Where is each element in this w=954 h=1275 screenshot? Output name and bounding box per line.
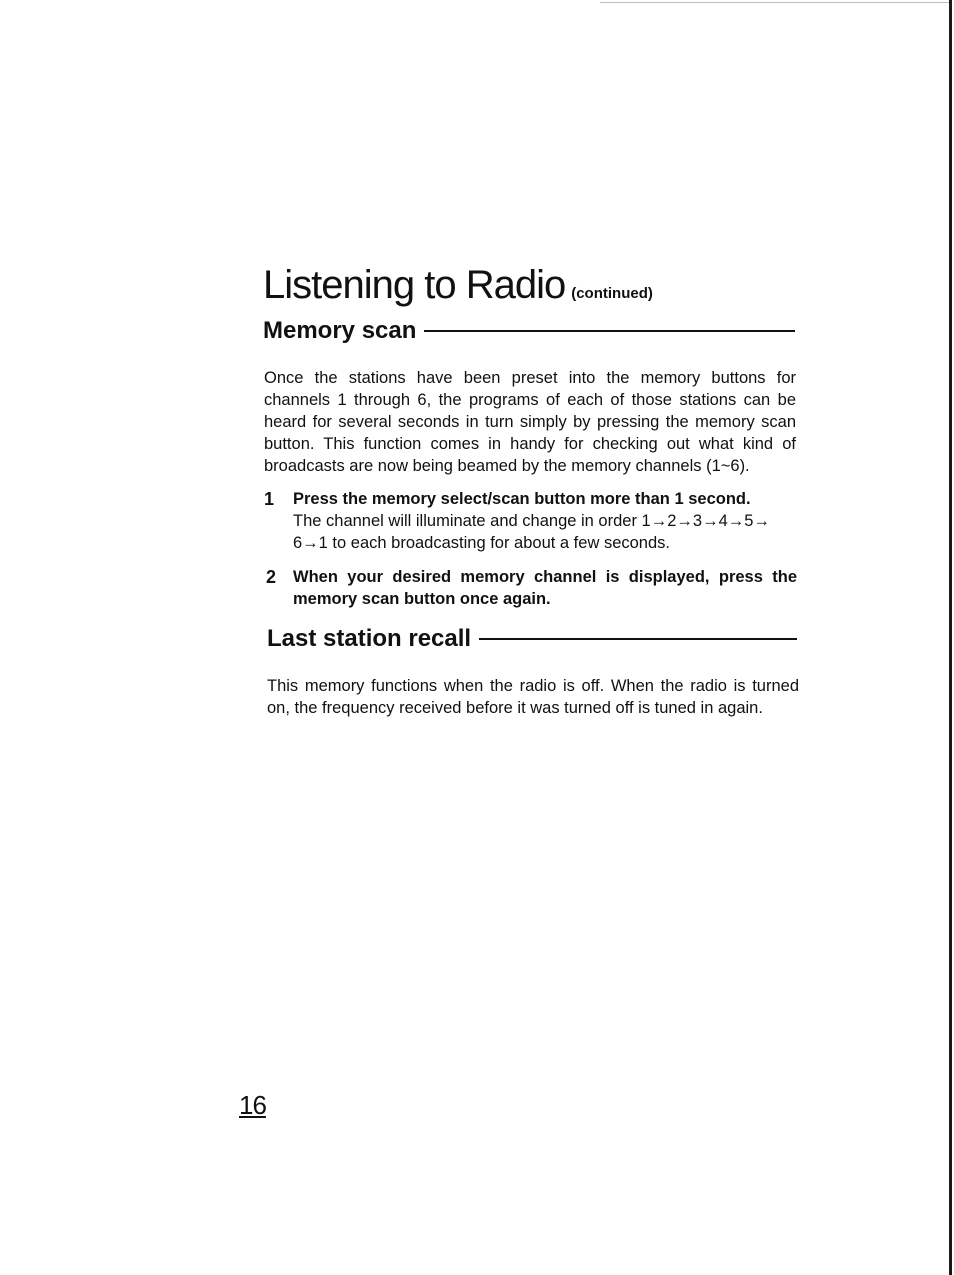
page-edge-border: [949, 0, 952, 1275]
step-detail: The channel will illuminate and change in order 1→2→3→4→5→ 6→1 to each broadcasting for about a few seconds.: [293, 512, 770, 552]
memory-scan-heading-text: Memory scan: [263, 317, 417, 344]
step-instruction: When your desired memory channel is displayed, press the memory scan button once again.: [293, 568, 797, 608]
memory-scan-intro: Once the stations have been preset into the memory buttons for channels 1 through 6, the programs of each of those stations can be heard for several seconds in turn simply by pressing the memory scan button. This function comes in handy for checking out what kind of broadcasts are now being beamed by the memory channels (1~6).: [264, 369, 796, 475]
last-station-recall-heading: [267, 624, 797, 654]
memory-scan-heading: [263, 316, 795, 346]
page-number: 16: [239, 1090, 266, 1120]
step-number: 1: [264, 489, 275, 509]
heading-rule: [479, 638, 797, 640]
scan-artifact-line: [600, 2, 950, 3]
last-station-recall-heading-text: Last station recall: [267, 625, 472, 652]
heading-rule: [424, 330, 795, 332]
page-title: [263, 262, 653, 317]
page-title-text: Listening to Radio: [263, 263, 566, 307]
page-title-suffix: (continued): [571, 285, 653, 302]
step-2: [264, 566, 797, 610]
step-1: [264, 488, 797, 554]
step-instruction: Press the memory select/scan button more than 1 second.: [293, 490, 751, 508]
last-station-recall-text: This memory functions when the radio is off. When the radio is turned on, the frequency received before it was turned off is tuned in again.: [267, 677, 799, 717]
step-number: 2: [266, 567, 277, 587]
